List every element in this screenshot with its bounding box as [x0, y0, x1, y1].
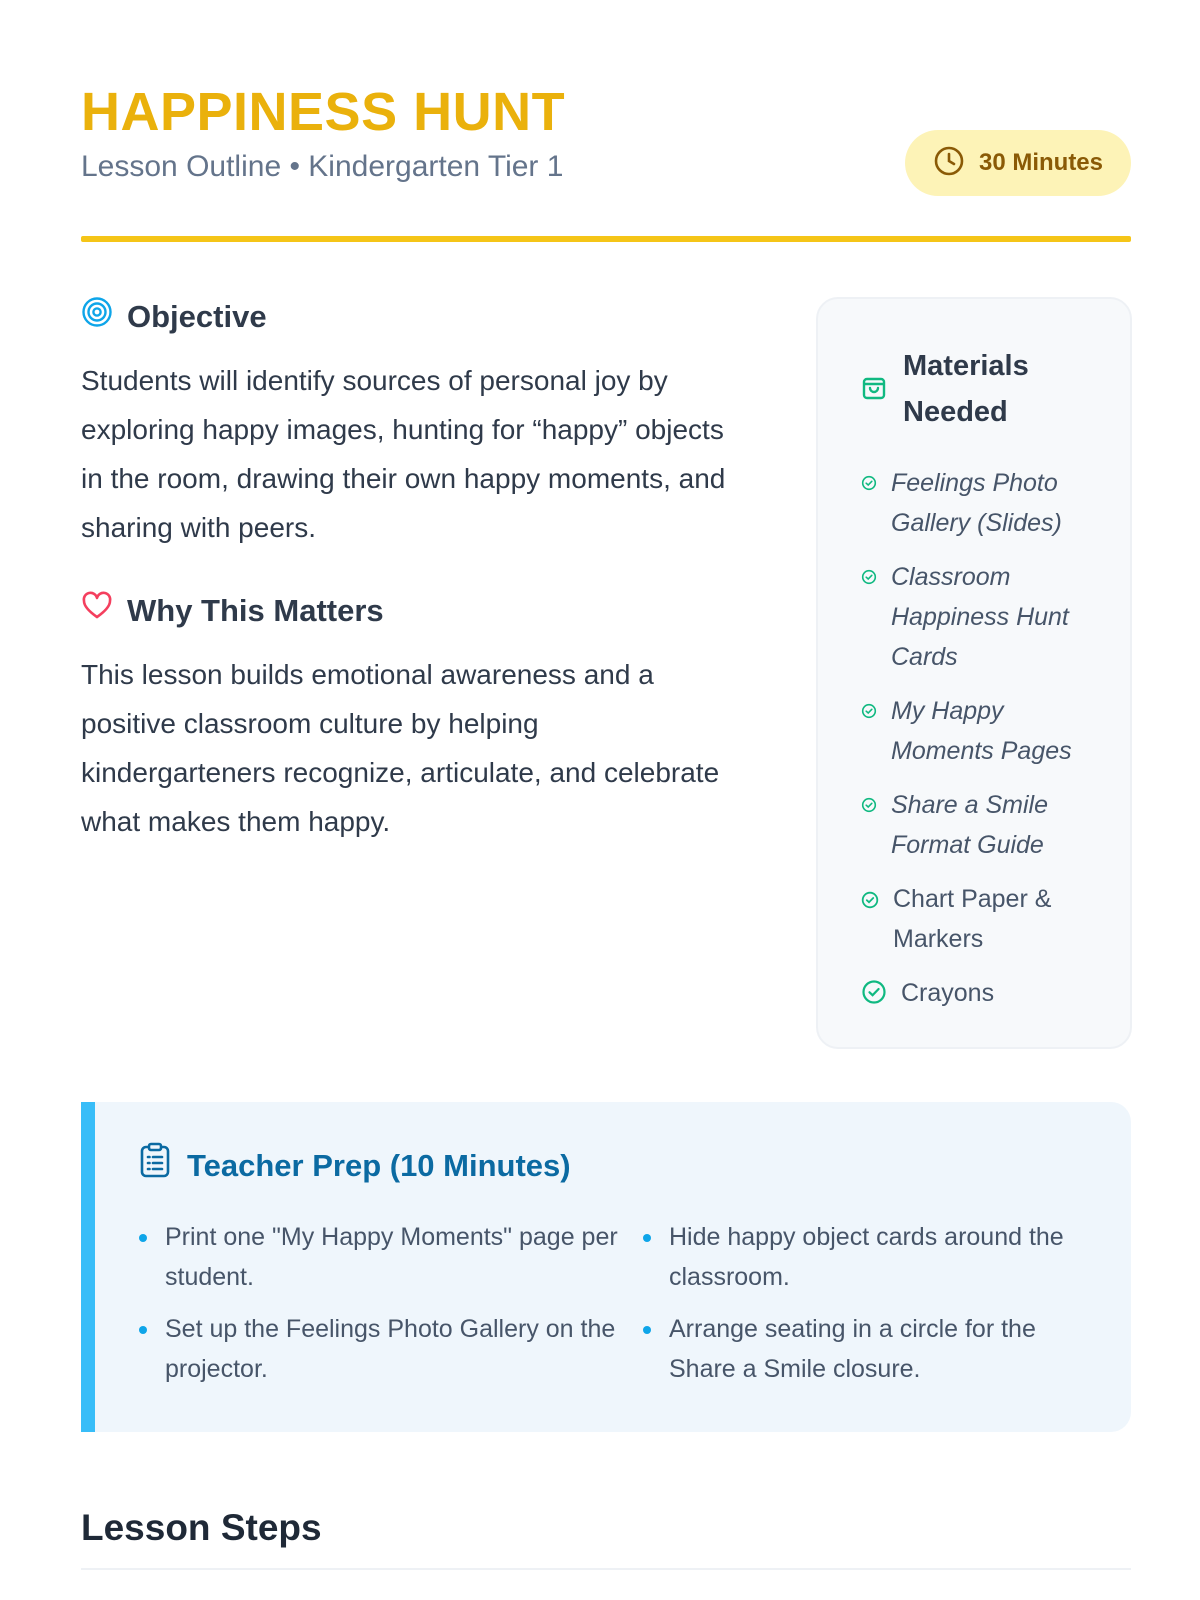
lesson-steps-heading: Lesson Steps — [81, 1507, 322, 1548]
material-label: My Happy Moments Pages — [891, 697, 1072, 765]
objective-heading — [81, 296, 731, 338]
material-label: Classroom Happiness Hunt Cards — [891, 563, 1069, 671]
clipboard-icon — [139, 1142, 171, 1189]
main-content — [81, 296, 731, 846]
duration-badge — [905, 130, 1131, 196]
materials-heading — [861, 343, 1100, 435]
bullet-icon — [643, 1326, 651, 1334]
why-heading — [81, 590, 731, 632]
material-label: Crayons — [901, 979, 995, 1007]
objective-heading-label: Objective — [127, 299, 267, 334]
bullet-icon — [139, 1326, 147, 1334]
list-item — [139, 1309, 643, 1389]
check-circle-icon — [861, 475, 877, 496]
prep-heading — [139, 1142, 1091, 1189]
materials-list — [861, 463, 1100, 1013]
list-item — [861, 691, 1100, 771]
prep-item-text: Set up the Feelings Photo Gallery on the projector. — [165, 1315, 616, 1383]
check-circle-icon — [861, 703, 877, 724]
prep-item-text: Hide happy object cards around the classroom. — [669, 1223, 1064, 1291]
list-item — [643, 1217, 1103, 1297]
check-circle-icon — [861, 569, 877, 590]
material-label: Share a Smile Format Guide — [891, 791, 1049, 859]
header-divider — [81, 236, 1131, 242]
why-text: This lesson builds emotional awareness and a positive classroom culture by helping kindergarteners recognize, articulate, and celebrate what makes them happy. — [81, 659, 720, 837]
check-circle-icon — [861, 979, 887, 1010]
materials-heading-label: Materials Needed — [903, 350, 1029, 428]
prep-list — [139, 1217, 1091, 1389]
page-title: HAPPINESS HUNT — [81, 82, 566, 142]
list-item — [861, 973, 1100, 1013]
teacher-prep-panel — [81, 1102, 1131, 1432]
material-label: Feelings Photo Gallery (Slides) — [891, 469, 1062, 537]
target-icon — [81, 296, 113, 338]
why-heading-label: Why This Matters — [127, 593, 384, 628]
list-item — [139, 1217, 643, 1297]
prep-heading-label: Teacher Prep (10 Minutes) — [187, 1147, 571, 1183]
lesson-steps-divider — [81, 1568, 1131, 1570]
material-label: Chart Paper & Markers — [893, 885, 1052, 953]
shopping-bag-icon — [861, 373, 887, 406]
check-circle-icon — [861, 797, 877, 818]
lesson-header — [81, 82, 1131, 242]
bullet-icon — [643, 1234, 651, 1242]
list-item — [861, 557, 1100, 677]
objective-text: Students will identify sources of personal joy by exploring happy images, hunting for “happy” objects in the room, drawing their own happy moments, and sharing with peers. — [81, 365, 726, 543]
prep-item-text: Print one "My Happy Moments" page per student. — [165, 1223, 618, 1291]
list-item — [861, 785, 1100, 865]
duration-label: 30 Minutes — [978, 149, 1103, 176]
page-subtitle: Lesson Outline • Kindergarten Tier 1 — [81, 150, 564, 183]
heart-icon — [81, 590, 113, 632]
list-item — [861, 463, 1100, 543]
bullet-icon — [139, 1234, 147, 1242]
list-item — [643, 1309, 1103, 1389]
clock-icon — [933, 145, 965, 182]
prep-item-text: Arrange seating in a circle for the Share a Smile closure. — [669, 1315, 1036, 1383]
materials-panel — [816, 297, 1132, 1049]
check-circle-icon — [861, 891, 879, 914]
list-item — [861, 879, 1100, 959]
